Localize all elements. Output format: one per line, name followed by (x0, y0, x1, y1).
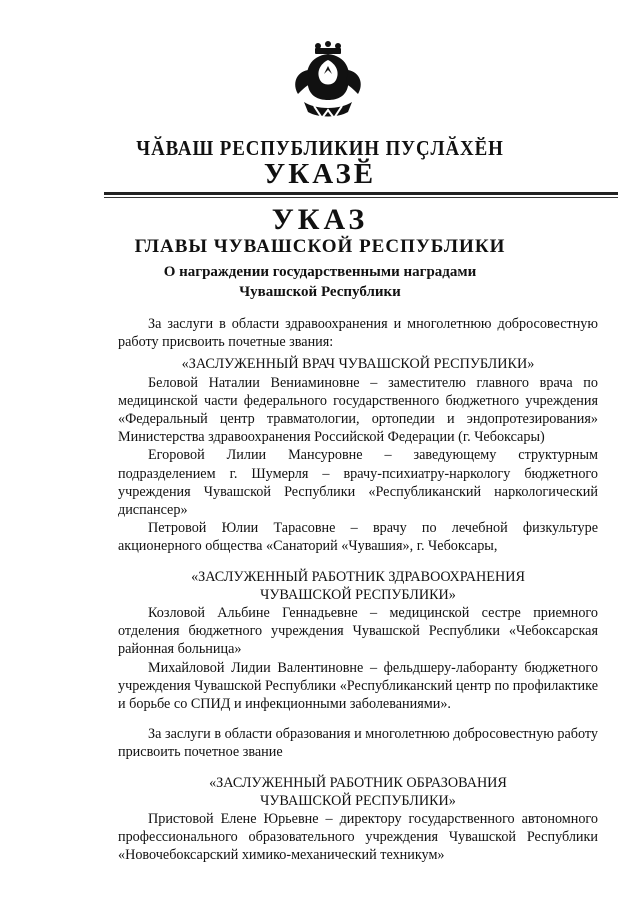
title-honored-education-worker-line2: ЧУВАШСКОЙ РЕСПУБЛИКИ» (260, 792, 456, 809)
awardee-paragraph: Беловой Наталии Вениаминовне – заместителю главного врача по медицинской части федерального государственного бюджетного учреждения «Федеральный центр травматологии, ортопедии и эндопротезирования» Министерства здравоохранения Российской Федерации (г. Чебоксары) (118, 374, 598, 446)
intro-paragraph-education: За заслуги в области образования и многолетнюю добросовестную работу присвоить почетное звание (118, 726, 598, 761)
header-divider-thin (104, 197, 618, 198)
awardee-paragraph: Егоровой Лилии Мансуровне – заведующему структурным подразделением г. Шумерля – врачу-психиатру-наркологу бюджетного учреждения Чувашской Республики «Республиканский наркологический диспансер» (118, 447, 598, 519)
intro-paragraph-health: За заслуги в области здравоохранения и многолетнюю добросовестную работу присвоить почетные звания: (118, 316, 598, 351)
title-honored-education-worker-line1: «ЗАСЛУЖЕННЫЙ РАБОТНИК ОБРАЗОВАНИЯ (209, 774, 507, 791)
awardee-paragraph: Пристовой Елене Юрьевне – директору государственного автономного профессионального образовательного учреждения Чувашской Республики «Новочебоксарский химико-механический техникум» (118, 811, 598, 864)
awardee-paragraph: Петровой Юлии Тарасовне – врачу по лечебной физкультуре акционерного общества «Санаторий «Чувашия», г. Чебоксары, (118, 520, 598, 555)
decree-body (118, 315, 598, 865)
header-divider-thick (104, 192, 618, 195)
document-title-line2: Чувашской Республики (239, 284, 401, 300)
title-honored-doctor: «ЗАСЛУЖЕННЫЙ ВРАЧ ЧУВАШСКОЙ РЕСПУБЛИКИ» (181, 356, 535, 373)
coat-of-arms-icon (290, 40, 366, 124)
chuvash-header-title: ЧӐВАШ РЕСПУБЛИКИН ПУҪЛӐХӖН (136, 136, 504, 160)
title-honored-health-worker-line1: «ЗАСЛУЖЕННЫЙ РАБОТНИК ЗДРАВООХРАНЕНИЯ (191, 568, 525, 585)
document-title-line1: О награждении государственными наградами (163, 264, 477, 280)
title-honored-health-worker-line2: ЧУВАШСКОЙ РЕСПУБЛИКИ» (260, 586, 456, 603)
chuvash-decree-word: УКАЗӖ (263, 158, 377, 190)
russian-decree-word: УКАЗ (271, 203, 369, 236)
document-title (0, 262, 640, 302)
russian-header-subtitle: ГЛАВЫ ЧУВАШСКОЙ РЕСПУБЛИКИ (134, 236, 506, 257)
awardee-paragraph: Козловой Альбине Геннадьевне – медицинской сестре приемного отделения бюджетного учреждения Чувашской Республики «Чебоксарская районная больница» (118, 605, 598, 658)
awardee-paragraph: Михайловой Лидии Валентиновне – фельдшеру-лаборанту бюджетного учреждения Чувашской Республики «Республиканский центр по профилактике и борьбе со СПИД и инфекционными заболеваниями». (118, 659, 598, 713)
